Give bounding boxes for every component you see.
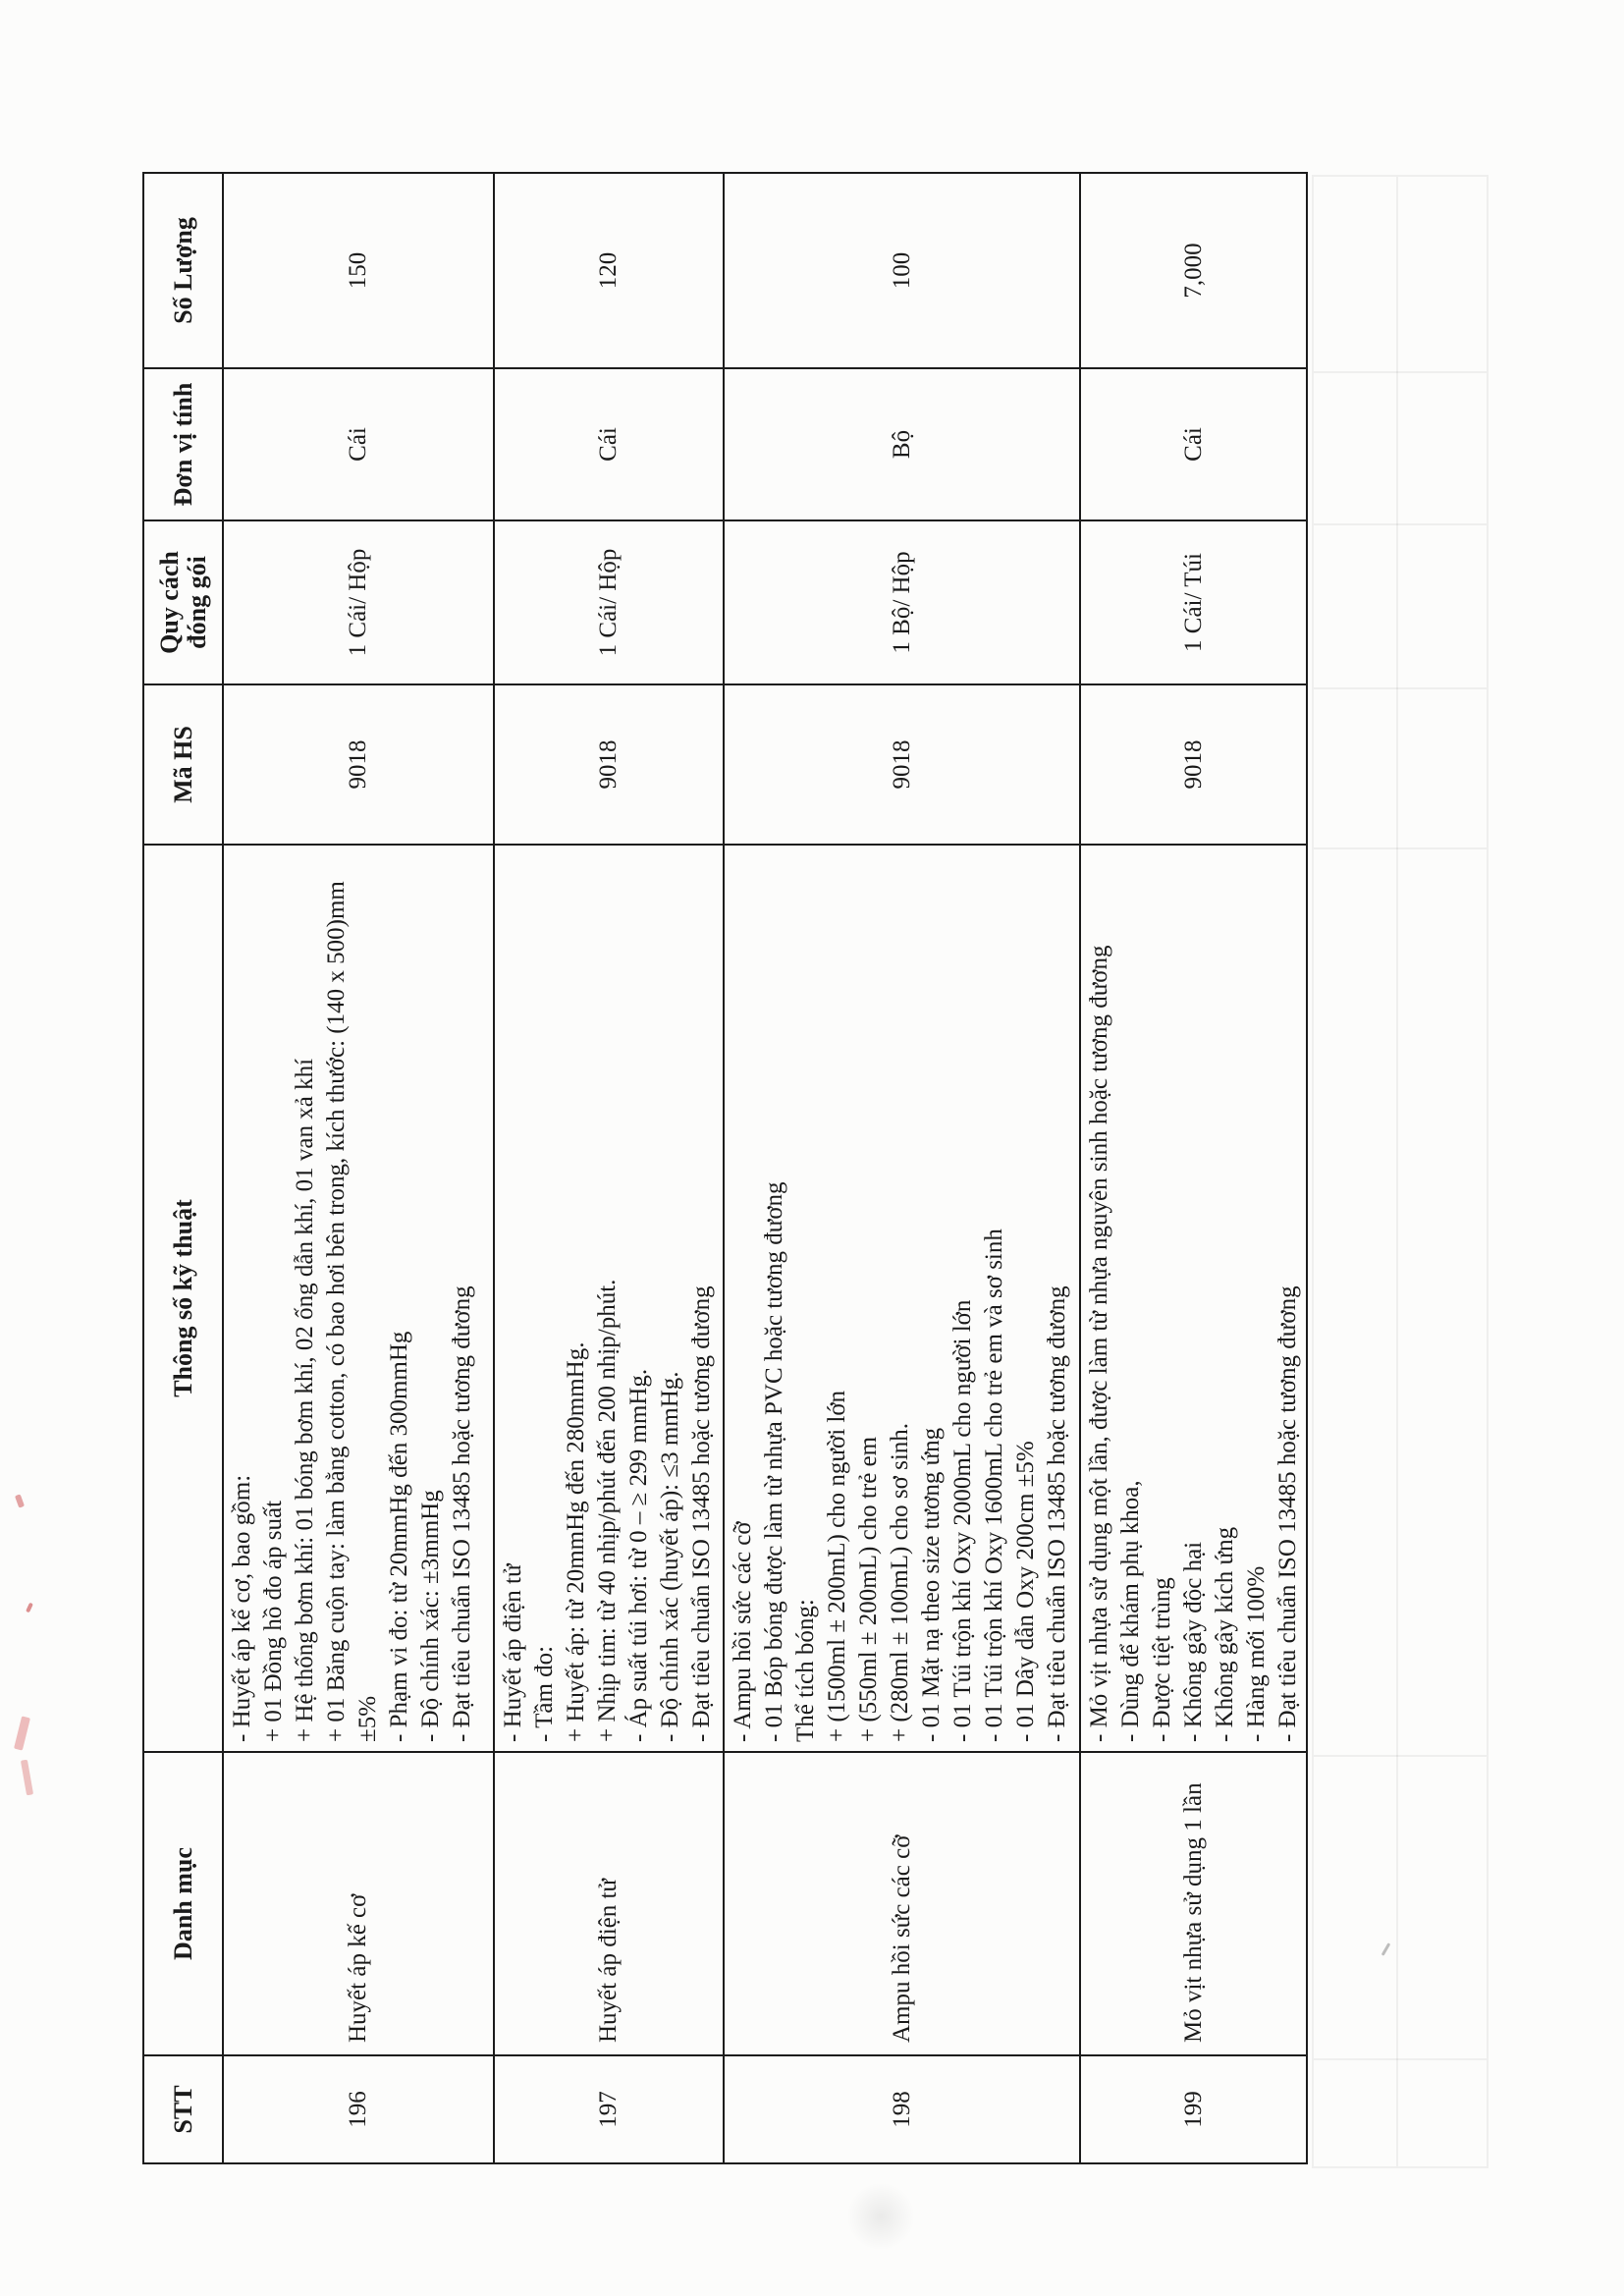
column-header-so-luong [144, 172, 224, 367]
packaging: 1 Cái/ Hộp [595, 548, 622, 657]
packaging: 1 Cái/ Hộp [345, 548, 371, 657]
cell-ma-hs [495, 683, 725, 844]
table-header-row [144, 172, 224, 2162]
row-number: 197 [595, 2091, 622, 2128]
scan-smudge [846, 2182, 915, 2251]
spec-line: - 01 Túi trộn khí Oxy 2000mL cho người lớn [949, 1299, 976, 1742]
cell-quy-cach [495, 519, 725, 683]
spec-line: - Đạt tiêu chuẩn ISO 13485 hoặc tương đương [1044, 1285, 1070, 1742]
bleed-through-line [1314, 371, 1487, 373]
spec-line: + 01 Băng cuộn tay: làm bằng cotton, có bao hơi bên trong, kích thước: (140 x 500)mm [323, 881, 350, 1742]
column-header-ma-hs [144, 683, 224, 844]
item-name: Mỏ vịt nhựa sử dụng 1 lần [1179, 1782, 1207, 2043]
cell-thong-so-ky-thuat [495, 844, 725, 1751]
spec-line: + (1500ml ± 200mL) cho người lớn [824, 1390, 850, 1742]
spec-line: + (280ml ± 100mL) cho sơ sinh. [887, 1422, 913, 1742]
cell-so-luong [495, 172, 725, 367]
table-row [1081, 172, 1308, 2162]
quantity: 150 [345, 251, 371, 290]
equipment-table [142, 172, 1308, 2164]
bleed-through-line [1314, 687, 1487, 689]
spec-line: + Hệ thống bơm khí: 01 bóng bơm khí, 02 ống dẫn khí, 01 van xả khí [292, 1058, 318, 1742]
item-name: Ampu hồi sức các cỡ [888, 1834, 915, 2043]
cell-so-luong [725, 172, 1081, 367]
quantity: 120 [595, 251, 622, 290]
column-header-quy-cach-dong-goi-label: Quy cách đóng gói [154, 551, 211, 654]
spec-line: - Áp suất túi hơi: từ 0 – ≥ 299 mmHg. [625, 1368, 652, 1742]
spec-line: - Độ chính xác: ±3mmHg [417, 1490, 444, 1742]
spec-line: + Huyết áp: từ 20mmHg đến 280mmHg. [563, 1341, 589, 1742]
unit: Cái [595, 427, 622, 462]
spec-line: - 01 Túi trộn khí Oxy 1600mL cho trẻ em và sơ sinh [981, 1229, 1007, 1742]
spec-line: - Không gây độc hại [1180, 1541, 1207, 1742]
cell-stt [495, 2054, 725, 2162]
cell-danh-muc [495, 1751, 725, 2054]
spec-line: + 01 Đồng hồ đo áp suất [260, 1500, 287, 1742]
bleed-through-line [1314, 1755, 1487, 1757]
column-header-don-vi-tinh-label: Đơn vị tính [168, 382, 197, 507]
spec-line: - 01 Mặt nạ theo size tương ứng [918, 1427, 945, 1742]
spec-line: - Đạt tiêu chuẩn ISO 13485 hoặc tương đương [1274, 1285, 1301, 1742]
column-header-danh-muc-label: Danh mục [168, 1847, 197, 1960]
cell-danh-muc [224, 1751, 495, 2054]
spec-line: - Huyết áp điện tử [500, 1563, 526, 1742]
row-number: 196 [345, 2091, 371, 2128]
hs-code: 9018 [345, 739, 371, 790]
cell-don-vi [224, 367, 495, 519]
column-header-so-luong-label: Số Lượng [168, 217, 197, 324]
cell-danh-muc [1081, 1751, 1308, 2054]
cell-don-vi [725, 367, 1081, 519]
cell-thong-so-ky-thuat [1081, 844, 1308, 1751]
spec-line: - Đạt tiêu chuẩn ISO 13485 hoặc tương đương [688, 1285, 715, 1742]
scan-artifact-mark [26, 1603, 33, 1613]
cell-stt [1081, 2054, 1308, 2162]
spec-line: - Độ chính xác (huyết áp): ≤3 mmHg. [657, 1371, 683, 1742]
hs-code: 9018 [1179, 739, 1207, 790]
spec-line: - Dùng để khám phụ khoa, [1117, 1480, 1144, 1742]
bleed-through-lines [1312, 175, 1489, 2168]
column-header-thong-so-ky-thuat-label: Thông số kỹ thuật [168, 1199, 197, 1397]
spec-line: - Không gây kích ứng [1212, 1526, 1238, 1742]
hs-code: 9018 [595, 739, 622, 790]
spec-line: - Ampu hồi sức các cỡ [730, 1521, 756, 1742]
cell-stt [224, 2054, 495, 2162]
row-number: 198 [888, 2091, 915, 2128]
cell-quy-cach [725, 519, 1081, 683]
table-row [495, 172, 725, 2162]
cell-so-luong [224, 172, 495, 367]
hs-code: 9018 [888, 739, 915, 790]
spec-line: Thể tích bóng: [792, 1599, 819, 1742]
spec-line: - Phạm vi đo: từ 20mmHg đến 300mmHg [386, 1331, 412, 1742]
cell-ma-hs [224, 683, 495, 844]
bleed-through-line [1314, 523, 1487, 525]
spec-line: - 01 Dây dẫn Oxy 200cm ±5% [1012, 1441, 1039, 1742]
spec-line: - 01 Bóp bóng được làm từ nhựa PVC hoặc tương đương [761, 1181, 787, 1742]
scan-artifact-mark [15, 1494, 25, 1507]
column-header-stt [144, 2054, 224, 2162]
spec-line: - Tầm đo: [531, 1645, 558, 1742]
spec-line: - Huyết áp kế cơ, bao gồm: [229, 1474, 255, 1742]
spec-line: - Hàng mới 100% [1243, 1565, 1270, 1742]
unit: Bộ [888, 429, 915, 460]
column-header-danh-muc [144, 1751, 224, 2054]
scan-artifact-mark [14, 1716, 30, 1750]
item-name: Huyết áp kế cơ [345, 1893, 371, 2043]
cell-thong-so-ky-thuat [224, 844, 495, 1751]
table-row [224, 172, 495, 2162]
cell-danh-muc [725, 1751, 1081, 2054]
cell-don-vi [1081, 367, 1308, 519]
spec-line: - Được tiệt trùng [1149, 1577, 1175, 1742]
item-name: Huyết áp điện tử [595, 1879, 622, 2043]
cell-stt [725, 2054, 1081, 2162]
cell-don-vi [495, 367, 725, 519]
cell-ma-hs [1081, 683, 1308, 844]
cell-quy-cach [1081, 519, 1308, 683]
column-header-quy-cach-dong-goi [144, 519, 224, 683]
column-header-thong-so-ky-thuat [144, 844, 224, 1751]
cell-quy-cach [224, 519, 495, 683]
bleed-through-line [1314, 847, 1487, 849]
quantity: 100 [888, 251, 915, 290]
bleed-through-line [1314, 2058, 1487, 2060]
packaging: 1 Bộ/ Hộp [888, 551, 915, 654]
column-header-ma-hs-label: Mã HS [168, 726, 197, 803]
spec-line: + (550ml ± 200mL) cho trẻ em [855, 1436, 882, 1742]
spec-line: - Đạt tiêu chuẩn ISO 13485 hoặc tương đương [449, 1285, 475, 1742]
spec-line: + Nhịp tim: từ 40 nhịp/phút đến 200 nhịp/phút. [594, 1279, 621, 1742]
quantity: 7,000 [1179, 243, 1207, 299]
spec-line: ±5% [354, 1695, 381, 1742]
scan-artifact-mark [21, 1760, 33, 1796]
unit: Cái [1179, 427, 1207, 462]
column-header-don-vi-tinh [144, 367, 224, 519]
row-number: 199 [1179, 2091, 1207, 2128]
cell-ma-hs [725, 683, 1081, 844]
cell-thong-so-ky-thuat [725, 844, 1081, 1751]
bleed-through-line [1396, 177, 1398, 2166]
table-row [725, 172, 1081, 2162]
spec-line: - Mỏ vịt nhựa sử dụng một lần, được làm từ nhựa nguyên sinh hoặc tương đương [1086, 945, 1112, 1742]
unit: Cái [345, 427, 371, 462]
column-header-stt-label: STT [168, 2085, 197, 2134]
packaging: 1 Cái/ Túi [1179, 553, 1207, 652]
cell-so-luong [1081, 172, 1308, 367]
